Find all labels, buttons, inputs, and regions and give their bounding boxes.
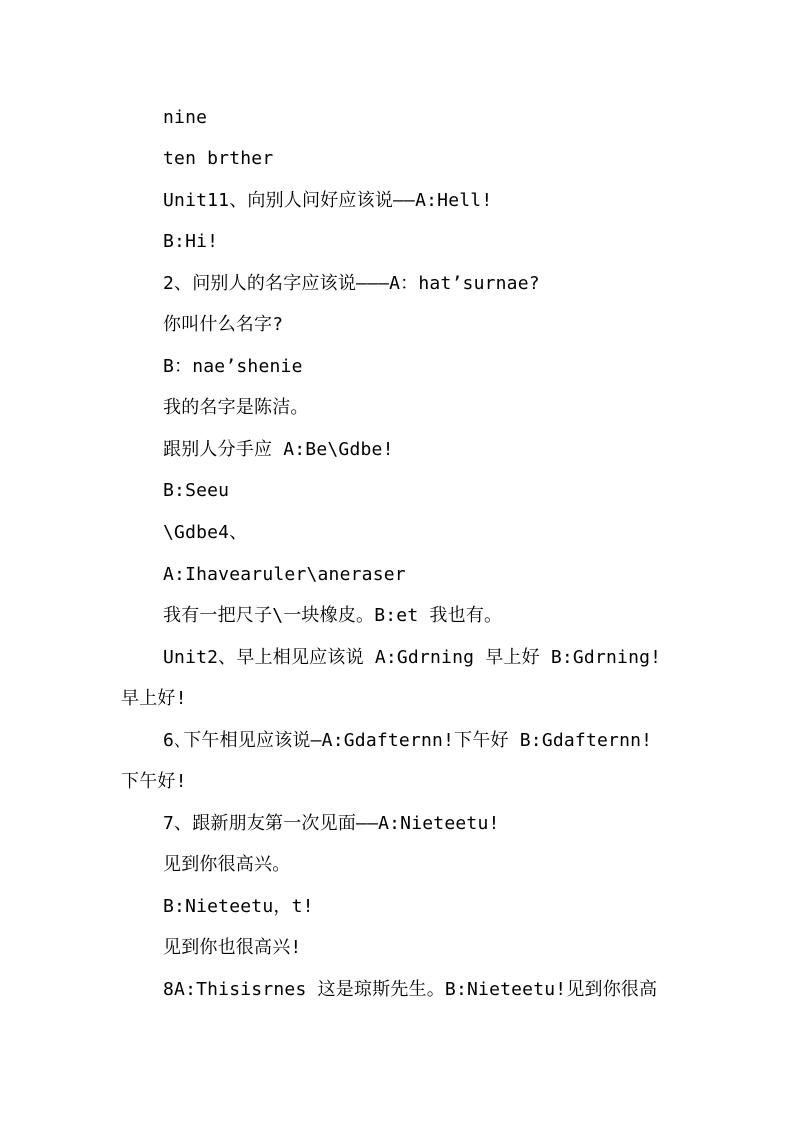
text-line: 我的名字是陈洁。 [163,397,309,418]
text-line: \Gdbe4、 [163,522,248,543]
text-line: 我有一把尺子\一块橡皮。B:et 我也有。 [163,605,503,626]
text-line: 见到你很高兴。 [163,854,291,875]
text-line: 早上好! [121,688,187,709]
text-line: A:Ihavearuler\aneraser [163,564,406,585]
text-line: B:Hi! [163,231,219,252]
text-line: Unit11、向别人问好应该说——A:Hell! [163,190,493,211]
text-line: 2、问别人的名字应该说———A：hat’surnae? [163,273,540,294]
text-line: 8A:Thisisrnes 这是琼斯先生。B:Nieteetu!见到你很高 [163,979,658,1000]
text-line: B：nae’shenie [163,356,303,377]
text-line: 6､下午相见应该说—A:Gdafternn!下午好 B:Gdafternn! [163,730,653,751]
text-line: 7、跟新朋友第一次见面——A:Nieteetu! [163,813,500,834]
text-line: ten brther [163,148,274,169]
text-line: nine [163,107,208,128]
text-line: 下午好! [121,771,187,792]
text-line: Unit2、早上相见应该说 A:Gdrning 早上好 B:Gdrning! [163,647,662,668]
text-line: 你叫什么名字? [163,314,284,335]
text-line: B:Seeu [163,480,230,501]
text-line: 见到你也很高兴! [163,937,302,958]
text-line: B:Nieteetu，t! [163,896,314,917]
text-line: 跟别人分手应 A:Be\Gdbe! [163,439,394,460]
